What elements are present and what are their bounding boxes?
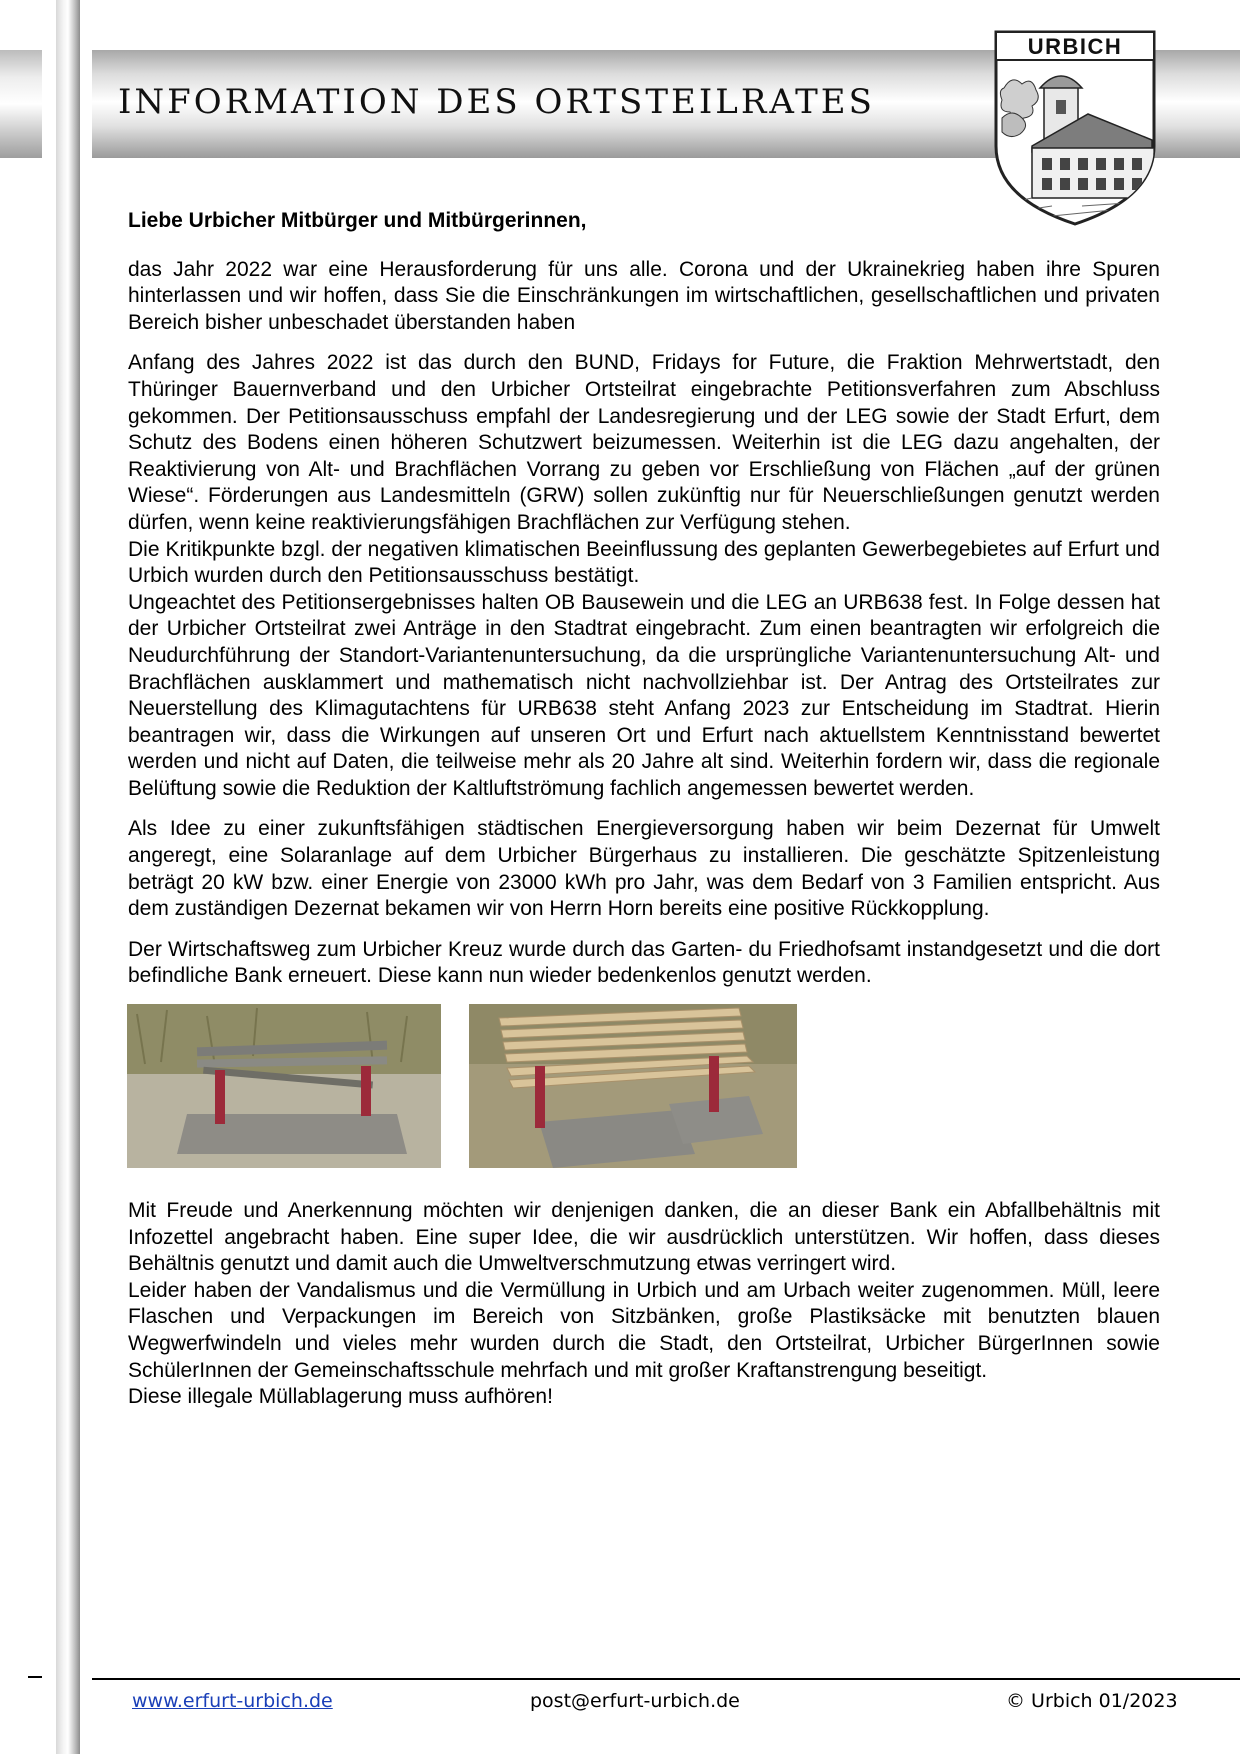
footer-website-link[interactable]: www.erfurt-urbich.de: [132, 1690, 333, 1712]
paragraph-solar: Als Idee zu einer zukunftsfähigen städtischen Energieversorgung haben wir beim Dezernat für Umwelt angeregt, eine Solaranlage auf dem Urbicher Bürgerhaus zu installieren. Die geschätzte Spitzenleistung beträgt 20 kW bzw. einer Energie von 23000 kWh pro Jahr, was dem Bedarf von 3 Familien entspricht. Aus dem zuständigen Dezernat bekamen wir von Herrn Horn bereits eine positive Rückkopplung.: [128, 817, 1160, 921]
vandalism-text: Leider haben der Vandalismus und die Vermüllung in Urbich und am Urbach weiter zugenommen. Müll, leere Flaschen und Verpackungen im Bereich von Sitzbänken, große Plastiksäcke mit benutzten blauen Wegwerfwindeln und vieles mehr wurden durch die Stadt, den Ortsteilrat, Urbicher BürgerInnen sowie SchülerInnen der Gemeinschaftsschule mehrfach und mit großer Kraftanstrengung beseitigt.: [128, 1278, 1160, 1382]
closing-text: Diese illegale Müllablagerung muss aufhören!: [128, 1385, 553, 1409]
bench-photos: [127, 1004, 1160, 1168]
footer-left-dash: [28, 1676, 42, 1678]
footer-divider: [92, 1678, 1240, 1680]
thanks-text: Mit Freude und Anerkennung möchten wir denjenigen danken, die an dieser Bank ein Abfallbehältnis mit Infozettel angebracht haben. Eine super Idee, die wir ausdrücklich unterstützen. Wir hoffen, dass dieses Behältnis genutzt und damit auch die Umweltverschmutzung etwas verringert wird.: [128, 1199, 1160, 1276]
crest-label: URBICH: [1027, 34, 1123, 59]
photo-old-bench: [127, 1004, 441, 1168]
petition-text-1: Anfang des Jahres 2022 ist das durch den BUND, Fridays for Future, die Fraktion Mehrwertstadt, den Thüringer Bauernverband und den Urbicher Ortsteilrat eingebrachte Petitionsverfahren zum Abschluss gekommen. Der Petitionsausschuss empfahl der Landesregierung und der LEG sowie der Stadt Erfurt, dem Schutz des Bodens einen höheren Schutzwert beizumessen. Weiterhin ist die LEG dazu angehalten, der Reaktivierung von Alt- und Brachflächen Vorrang zu geben vor Erschließung von Flächen „auf der grünen Wiese“. Förderungen aus Landesmitteln (GRW) sollen zukünftig nur für Neuerschließungen genutzt werden dürfen, wenn keine reaktivierungsfähigen Brachflächen zur Verfügung stehen.: [128, 351, 1160, 534]
photo-new-bench: [469, 1004, 797, 1168]
paragraph-bench: Der Wirtschaftsweg zum Urbicher Kreuz wurde durch das Garten- du Friedhofsamt instandgesetzt und die dort befindliche Bank erneuert. Diese kann nun wieder bedenkenlos genutzt werden.: [128, 937, 1160, 988]
petition-text-3: Ungeachtet des Petitionsergebnisses halten OB Bausewein und die LEG an URB638 fest. In Folge dessen hat der Urbicher Ortsteilrat zwei Anträge in den Stadtrat eingebracht. Zum einen beantragten wir erfolgreich die Neudurchführung der Standort-Variantenuntersuchung, da die ursprüngliche Variantenuntersuchung Alt- und Brachflächen ausklammert und mathematisch nicht nachvollziehbar ist. Der Antrag des Ortsteilrates zur Neuerstellung des Klimagutachtens für URB638 steht Anfang 2023 zur Entscheidung im Stadtrat. Hierin beantragen wir, dass die Wirkungen auf unseren Ort und Erfurt nach aktuellstem Kenntnisstand bewertet werden und nicht auf Daten, die teilweise mehr als 20 Jahre alt sind. Weiterhin fordern wir, dass die regionale Belüftung sowie die Reduktion der Kaltluftströmung fachlich angemessen bewertet werden.: [128, 590, 1160, 800]
paragraph-intro: das Jahr 2022 war eine Herausforderung für uns alle. Corona und der Ukrainekrieg haben ihre Spuren hinterlassen und wir hoffen, dass Sie die Einschränkungen im wirtschaftlichen, gesellschaftlichen und privaten Bereich bisher unbeschadet überstanden haben: [128, 257, 1160, 334]
footer-copyright: © Urbich 01/2023: [1006, 1690, 1178, 1712]
petition-text-2: Die Kritikpunkte bzgl. der negativen klimatischen Beeinflussung des geplanten Gewerbegebietes auf Erfurt und Urbich wurden durch den Petitionsausschuss bestätigt.: [128, 537, 1160, 588]
left-header-stub: [0, 50, 42, 158]
left-decorative-bar: [56, 0, 80, 1754]
urbich-coat-of-arms: [992, 28, 1158, 228]
footer-email: post@erfurt-urbich.de: [530, 1690, 740, 1712]
greeting: Liebe Urbicher Mitbürger und Mitbürgerinnen,: [128, 209, 587, 232]
page-title: INFORMATION DES ORTSTEILRATES: [118, 82, 875, 122]
paragraph-petition: [128, 350, 1160, 802]
letter-body: [128, 208, 1160, 1425]
paragraph-thanks: [128, 1198, 1160, 1411]
